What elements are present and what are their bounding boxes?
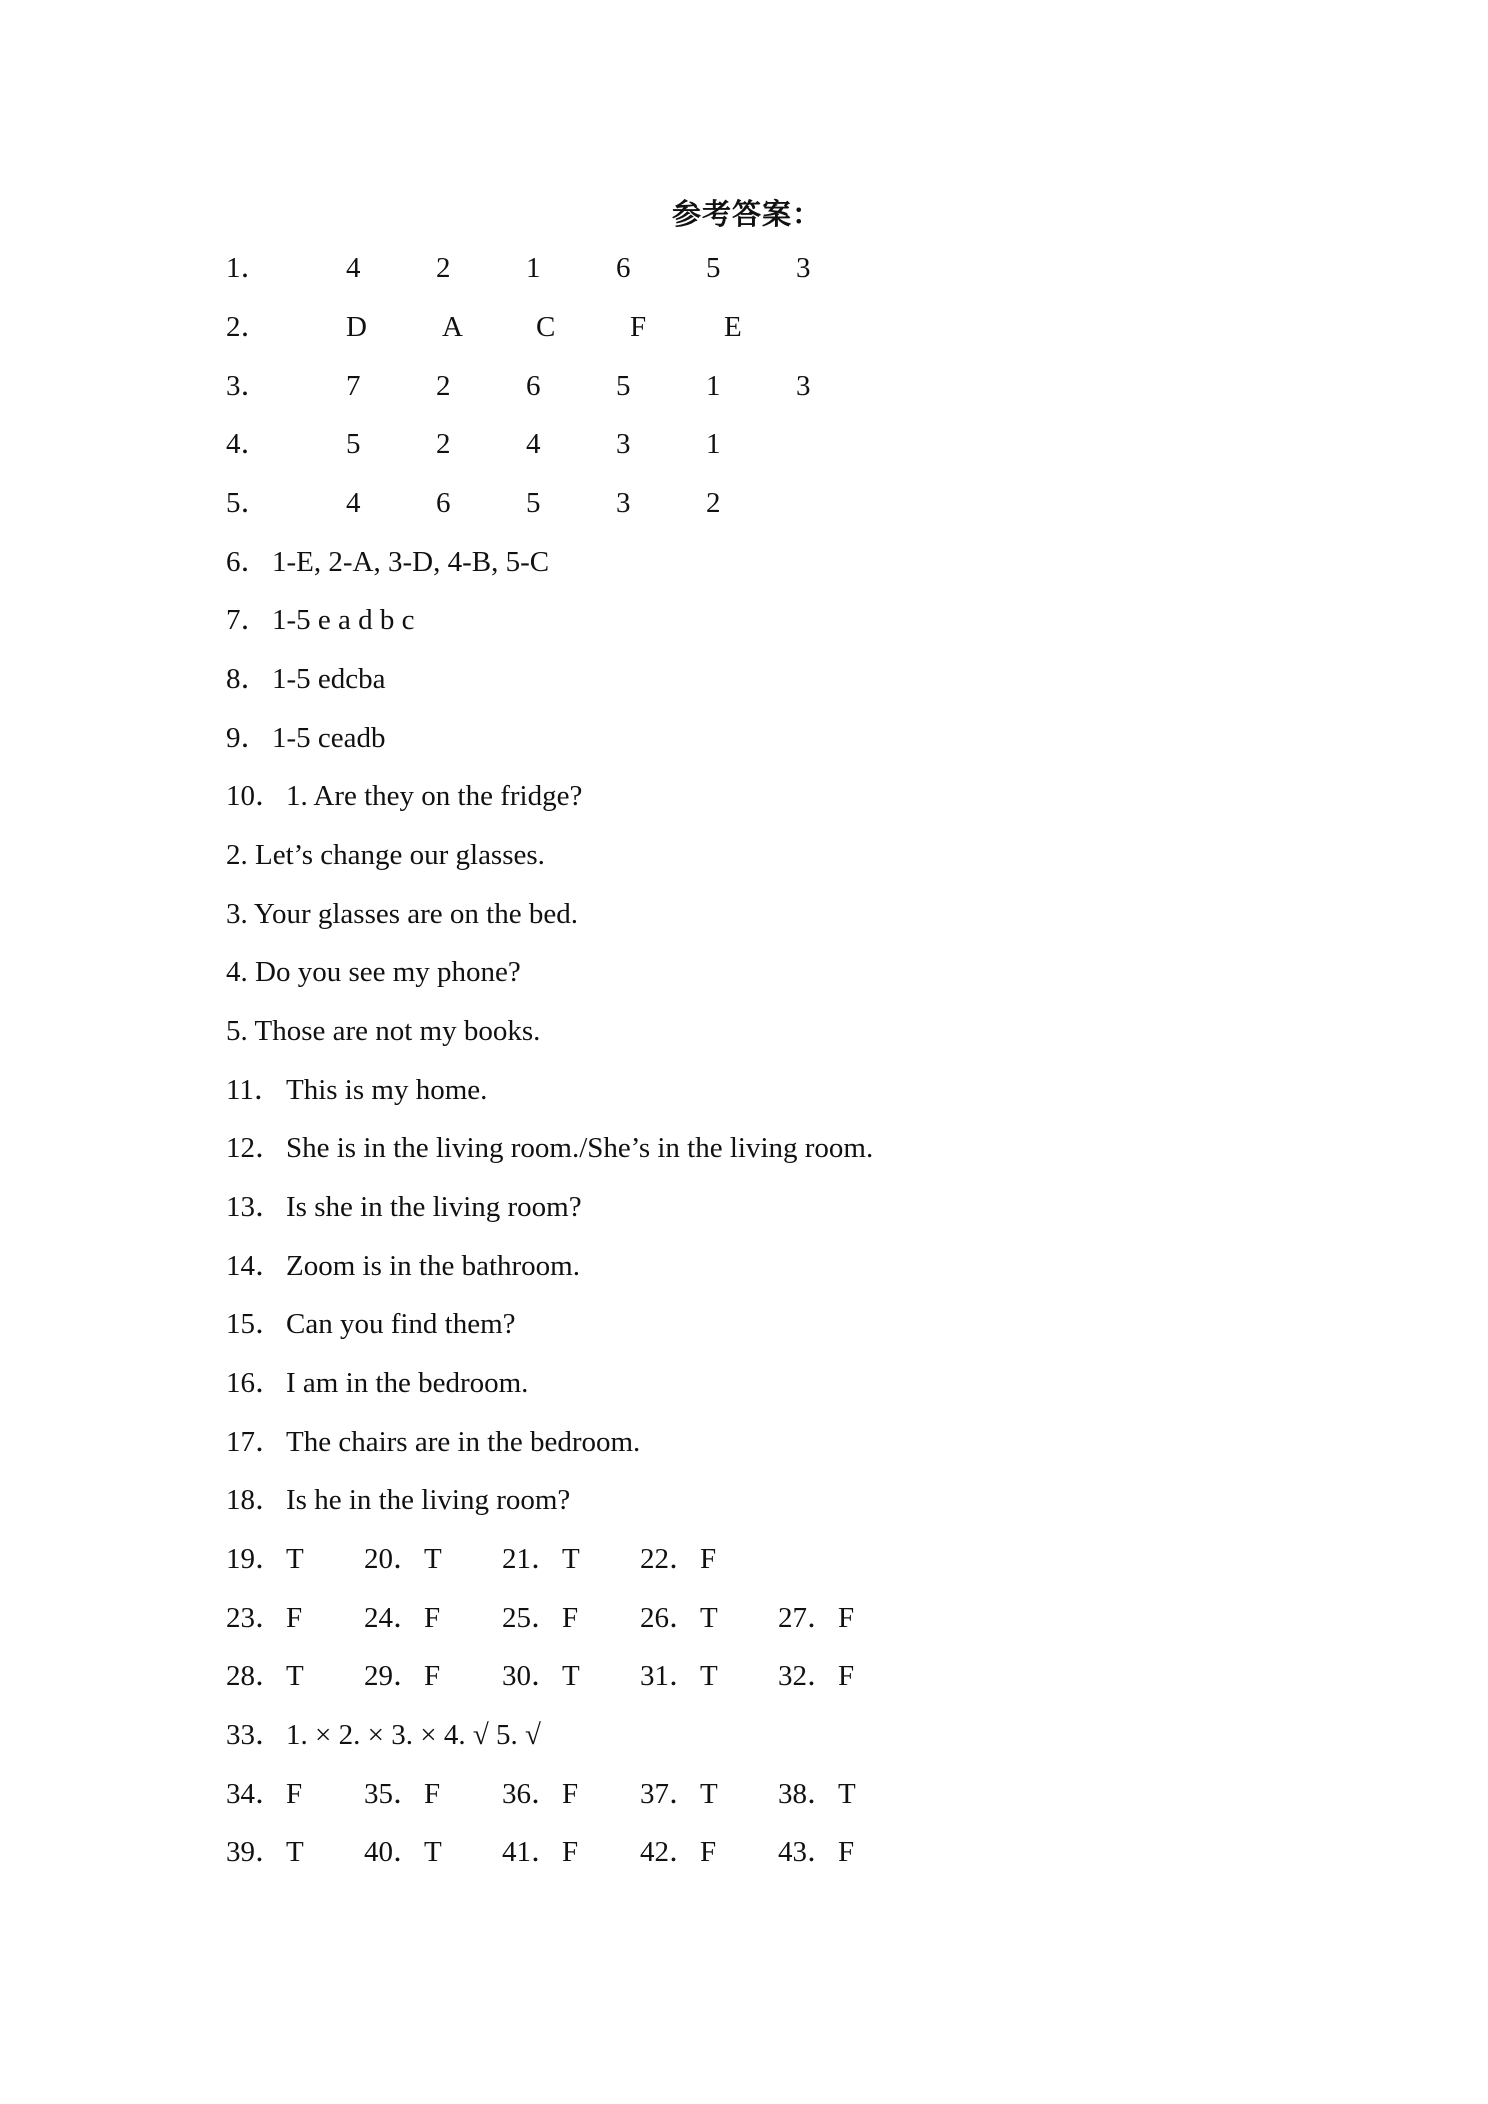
question-number: 20．: [364, 1543, 423, 1575]
answer-cell: 3: [796, 370, 811, 402]
answer-text: The chairs are in the bedroom.: [286, 1426, 641, 1458]
answer-cell: 4: [526, 428, 541, 460]
question-number: 15．: [226, 1308, 285, 1340]
question-number: 3．: [226, 370, 270, 402]
answer-text: 1-E, 2-A, 3-D, 4-B, 5-C: [272, 546, 550, 578]
question-number: 36．: [502, 1778, 561, 1810]
question-number: 7．: [226, 604, 270, 636]
question-number: 37．: [640, 1778, 699, 1810]
answer-cell: 3: [616, 428, 631, 460]
answer-text: 5. Those are not my books.: [226, 1015, 541, 1047]
question-number: 23．: [226, 1602, 285, 1634]
answer-text: Zoom is in the bathroom.: [286, 1250, 580, 1282]
tf-answer: T: [700, 1778, 718, 1810]
question-number: 43．: [778, 1836, 837, 1868]
question-number: 34．: [226, 1778, 285, 1810]
answer-text: 3. Your glasses are on the bed.: [226, 898, 578, 930]
tf-answer: F: [838, 1602, 855, 1634]
question-number: 19．: [226, 1543, 285, 1575]
answer-cell: 2: [436, 428, 451, 460]
page-title: 参考答案：: [672, 197, 823, 231]
tf-answer: F: [286, 1602, 303, 1634]
answer-cell: 7: [346, 370, 361, 402]
tf-answer: F: [424, 1660, 441, 1692]
question-number: 40．: [364, 1836, 423, 1868]
question-number: 27．: [778, 1602, 837, 1634]
question-number: 21．: [502, 1543, 561, 1575]
question-number: 4．: [226, 428, 270, 460]
tf-answer: T: [286, 1836, 304, 1868]
tf-answer: F: [838, 1660, 855, 1692]
answer-cell: 3: [616, 487, 631, 519]
answer-cell: 1: [706, 428, 721, 460]
answer-cell: 2: [436, 252, 451, 284]
answer-cell: 1: [526, 252, 541, 284]
question-number: 17．: [226, 1426, 285, 1458]
question-number: 24．: [364, 1602, 423, 1634]
answer-text: Is he in the living room?: [286, 1484, 571, 1516]
tf-answer: T: [700, 1660, 718, 1692]
answer-text: This is my home.: [286, 1074, 488, 1106]
answer-cell: 5: [346, 428, 361, 460]
answer-cell: 6: [436, 487, 451, 519]
answer-cell: 6: [616, 252, 631, 284]
question-number: 31．: [640, 1660, 699, 1692]
tf-answer: T: [286, 1660, 304, 1692]
question-number: 13．: [226, 1191, 285, 1223]
answer-cell: 1: [706, 370, 721, 402]
question-number: 14．: [226, 1250, 285, 1282]
question-number: 41．: [502, 1836, 561, 1868]
question-number: 29．: [364, 1660, 423, 1692]
question-number: 35．: [364, 1778, 423, 1810]
answer-text: Can you find them?: [286, 1308, 516, 1340]
question-number: 2．: [226, 311, 270, 343]
tf-answer: F: [562, 1602, 579, 1634]
answer-cell: 4: [346, 487, 361, 519]
answer-cell: 2: [436, 370, 451, 402]
tf-answer: T: [838, 1778, 856, 1810]
question-number: 16．: [226, 1367, 285, 1399]
answer-cell: D: [346, 311, 367, 343]
answer-text: I am in the bedroom.: [286, 1367, 529, 1399]
answer-cell: 5: [616, 370, 631, 402]
question-number: 6．: [226, 546, 270, 578]
answer-text: 1. × 2. × 3. × 4. √ 5. √: [286, 1719, 541, 1751]
tf-answer: F: [838, 1836, 855, 1868]
answer-text: 1-5 ceadb: [272, 722, 386, 754]
answer-cell: 5: [706, 252, 721, 284]
question-number: 5．: [226, 487, 270, 519]
answer-cell: F: [630, 311, 647, 343]
tf-answer: T: [562, 1660, 580, 1692]
question-number: 22．: [640, 1543, 699, 1575]
answer-cell: 4: [346, 252, 361, 284]
question-number: 38．: [778, 1778, 837, 1810]
tf-answer: T: [286, 1543, 304, 1575]
question-number: 18．: [226, 1484, 285, 1516]
answer-cell: 5: [526, 487, 541, 519]
answer-cell: 6: [526, 370, 541, 402]
tf-answer: F: [424, 1778, 441, 1810]
answer-text: 1. Are they on the fridge?: [286, 780, 583, 812]
question-number: 8．: [226, 663, 270, 695]
answer-cell: C: [536, 311, 556, 343]
tf-answer: T: [424, 1836, 442, 1868]
answer-cell: 2: [706, 487, 721, 519]
tf-answer: T: [700, 1602, 718, 1634]
tf-answer: F: [700, 1836, 717, 1868]
question-number: 12．: [226, 1132, 285, 1164]
question-number: 42．: [640, 1836, 699, 1868]
tf-answer: T: [562, 1543, 580, 1575]
answer-text: 4. Do you see my phone?: [226, 956, 521, 988]
answer-text: 2. Let’s change our glasses.: [226, 839, 545, 871]
question-number: 11．: [226, 1074, 283, 1106]
tf-answer: F: [562, 1836, 579, 1868]
answer-text: 1-5 e a d b c: [272, 604, 415, 636]
question-number: 25．: [502, 1602, 561, 1634]
tf-answer: F: [286, 1778, 303, 1810]
question-number: 33．: [226, 1719, 285, 1751]
answer-text: Is she in the living room?: [286, 1191, 582, 1223]
question-number: 1．: [226, 252, 270, 284]
tf-answer: F: [424, 1602, 441, 1634]
answer-cell: E: [724, 311, 742, 343]
question-number: 26．: [640, 1602, 699, 1634]
question-number: 32．: [778, 1660, 837, 1692]
answer-text: She is in the living room./She’s in the living room.: [286, 1132, 874, 1164]
question-number: 28．: [226, 1660, 285, 1692]
question-number: 30．: [502, 1660, 561, 1692]
answer-text: 1-5 edcba: [272, 663, 386, 695]
answer-cell: 3: [796, 252, 811, 284]
question-number: 39．: [226, 1836, 285, 1868]
answer-cell: A: [442, 311, 463, 343]
tf-answer: F: [562, 1778, 579, 1810]
question-number: 9．: [226, 722, 270, 754]
tf-answer: T: [424, 1543, 442, 1575]
question-number: 10．: [226, 780, 285, 812]
tf-answer: F: [700, 1543, 717, 1575]
